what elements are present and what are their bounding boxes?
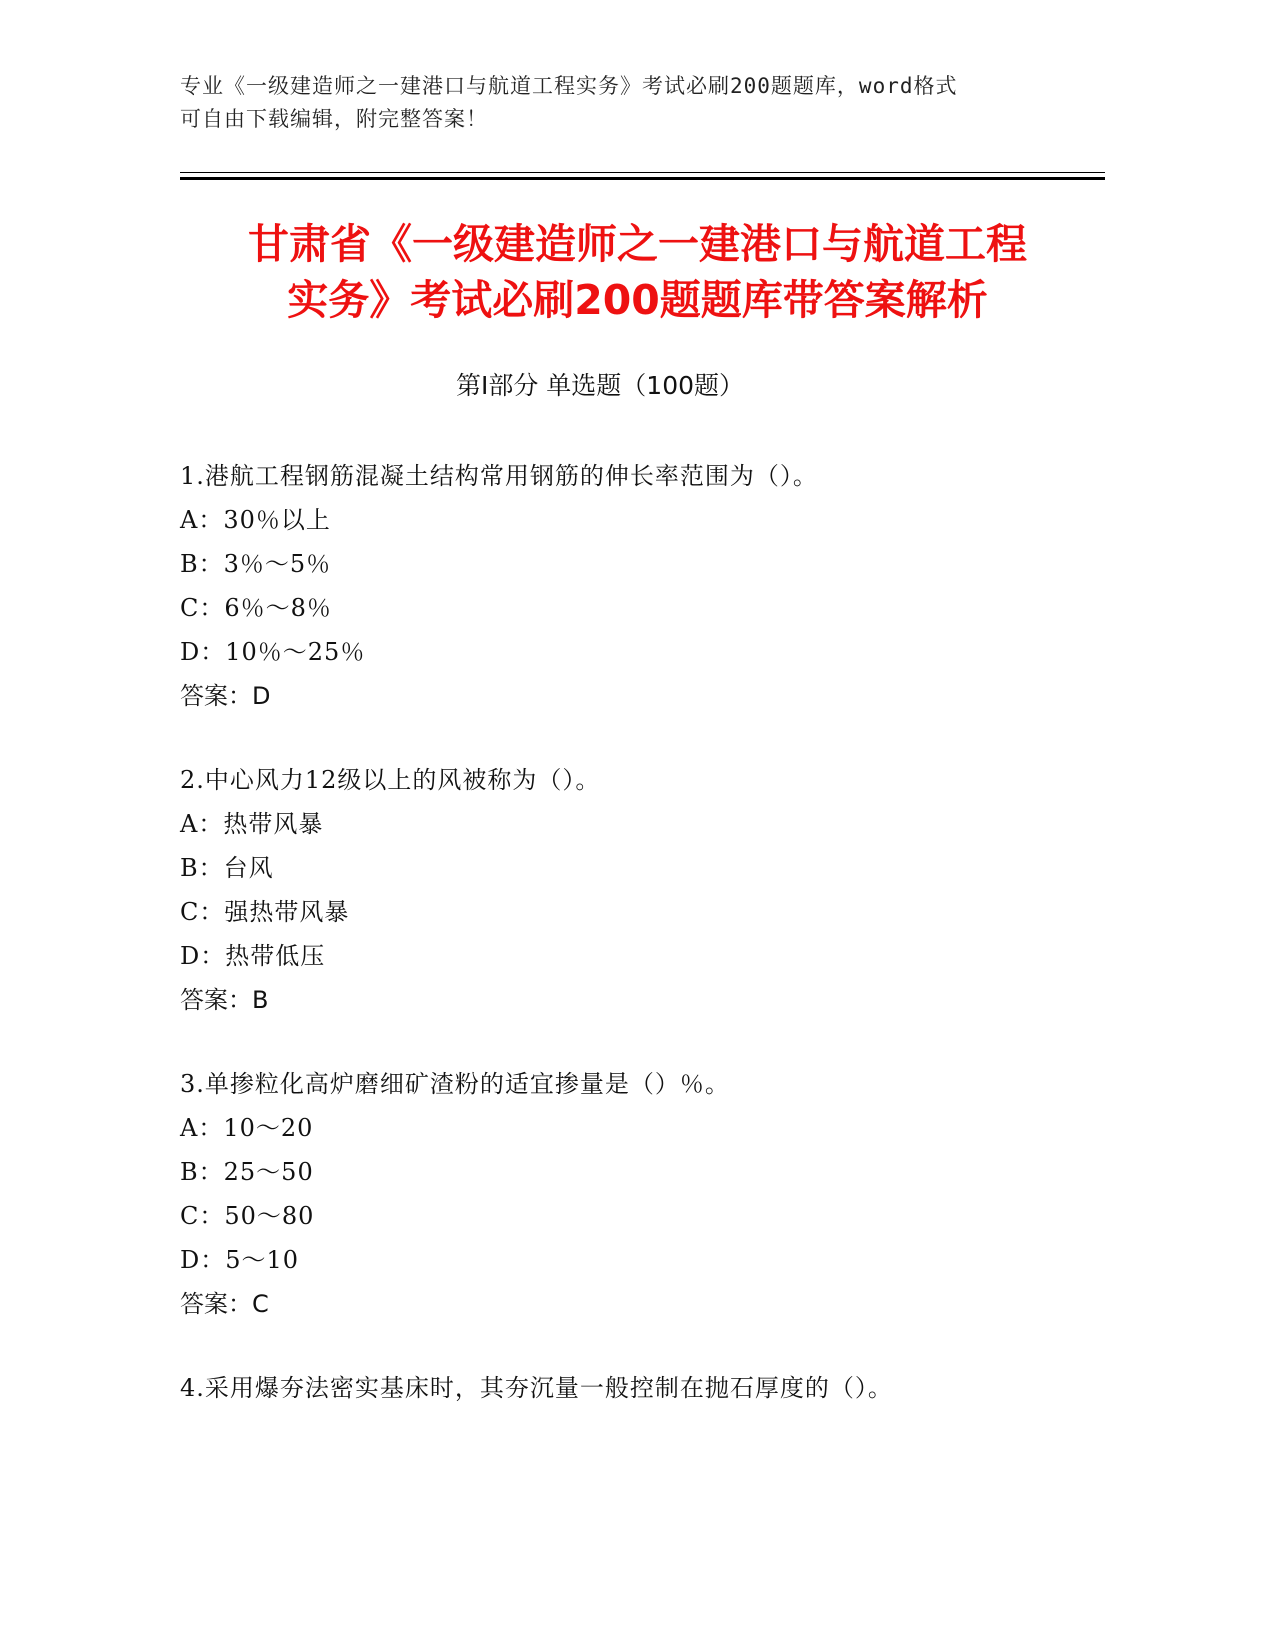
question-1 — [180, 460, 1080, 724]
option-d: D：10％～25％ — [180, 638, 366, 666]
option-d: D：热带低压 — [180, 942, 326, 970]
option-b: B：台风 — [180, 854, 274, 882]
answer: 答案：C — [180, 1290, 269, 1318]
option-a: A：30％以上 — [180, 506, 331, 534]
intro-text — [180, 70, 1060, 136]
title-line-1: 甘肃省《一级建造师之一建港口与航道工程 — [248, 220, 1027, 268]
answer: 答案：B — [180, 986, 269, 1014]
title-line-2: 实务》考试必刷200题题库带答案解析 — [287, 276, 988, 324]
option-d: D：5～10 — [180, 1246, 300, 1274]
option-c: C：强热带风暴 — [180, 898, 350, 926]
answer: 答案：D — [180, 682, 271, 710]
divider-thick — [180, 177, 1105, 180]
option-c: C：50～80 — [180, 1202, 315, 1230]
section-heading: 第Ⅰ部分 单选题（100题） — [455, 371, 745, 400]
question-stem: 3.单掺粒化高炉磨细矿渣粉的适宜掺量是（）％。 — [180, 1070, 730, 1098]
option-c: C：6％～8％ — [180, 594, 332, 622]
intro-line-1: 专业《一级建造师之一建港口与航道工程实务》考试必刷200题题库，word格式 — [180, 74, 958, 98]
option-a: A：热带风暴 — [180, 810, 324, 838]
question-3 — [180, 1068, 1080, 1332]
question-stem: 2.中心风力12级以上的风被称为（）。 — [180, 766, 601, 794]
option-b: B：3％～5％ — [180, 550, 332, 578]
question-stem: 1.港航工程钢筋混凝土结构常用钢筋的伸长率范围为（）。 — [180, 462, 818, 490]
question-4 — [180, 1372, 1080, 1416]
question-stem: 4.采用爆夯法密实基床时，其夯沉量一般控制在抛石厚度的（）。 — [180, 1374, 893, 1402]
option-a: A：10～20 — [180, 1114, 314, 1142]
intro-line-2: 可自由下载编辑，附完整答案！ — [180, 107, 488, 131]
option-b: B：25～50 — [180, 1158, 314, 1186]
document-title — [150, 216, 1125, 328]
question-2 — [180, 764, 1080, 1028]
divider-thin — [180, 172, 1105, 173]
